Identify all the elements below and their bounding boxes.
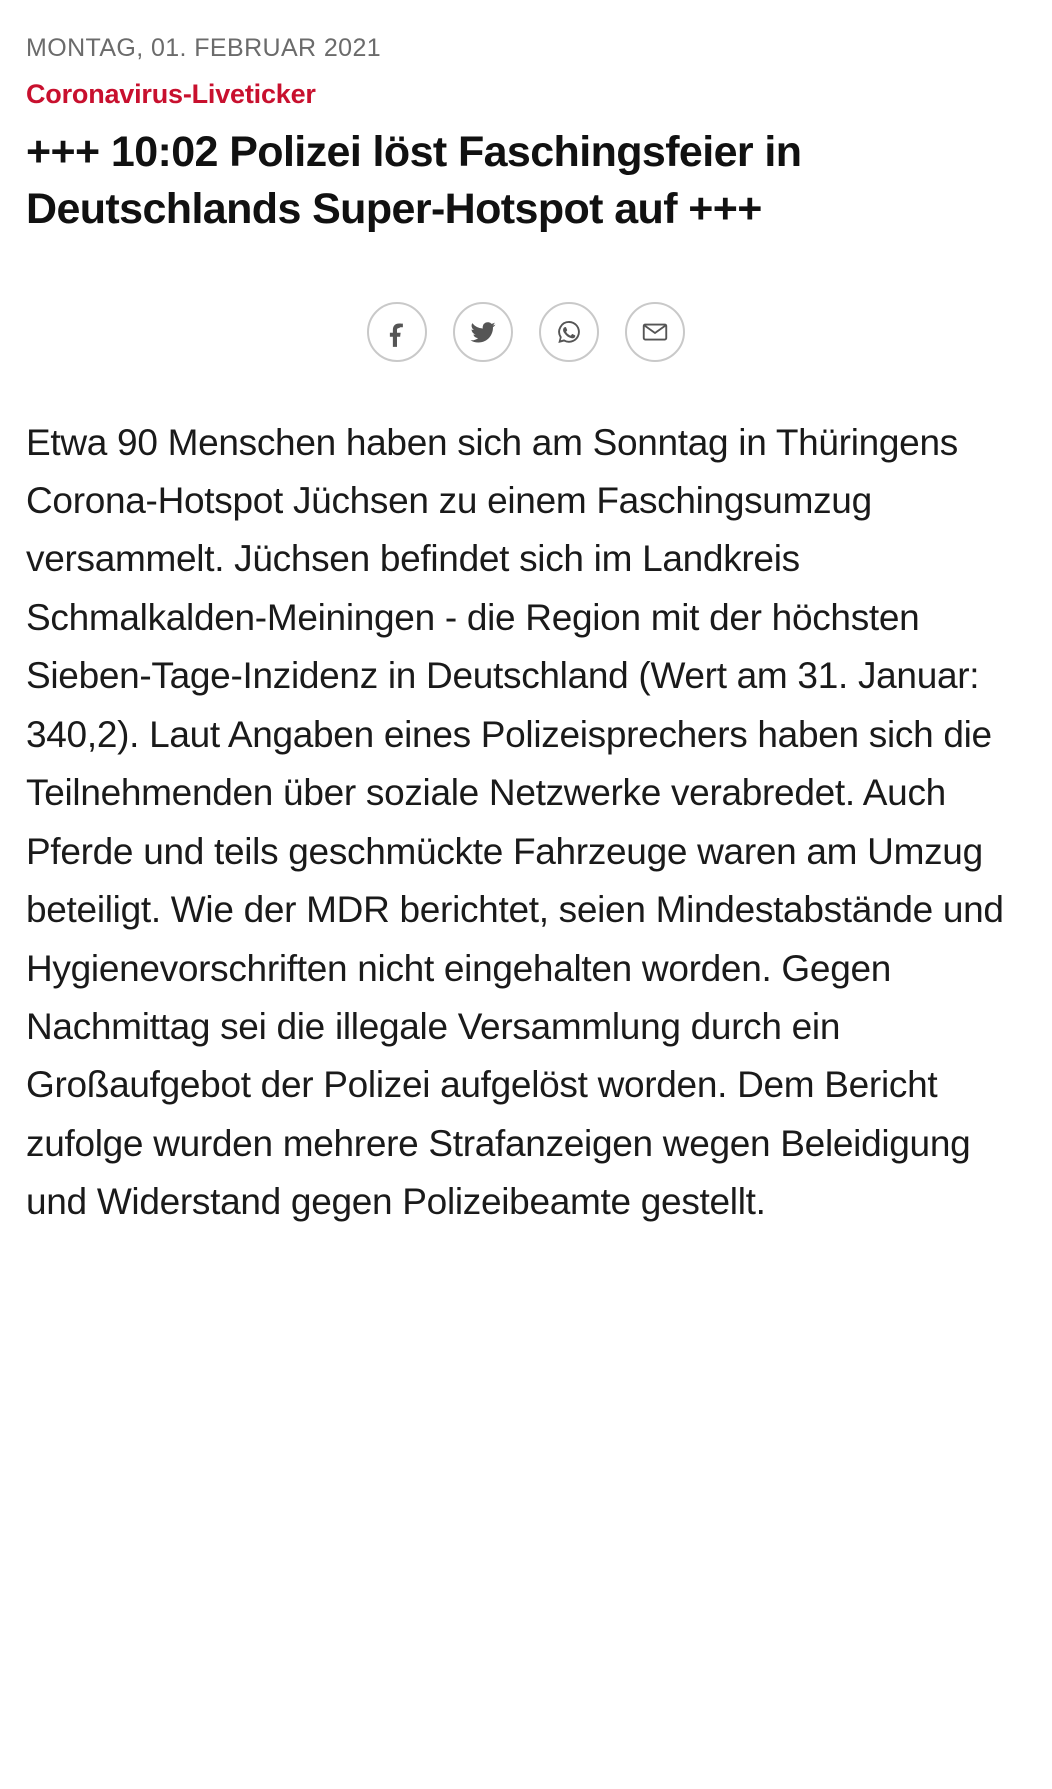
article-paragraph: Etwa 90 Menschen haben sich am Sonntag in Thüringens Corona-Hotspot Jüchsen zu einem Faschingsumzug versammelt. Jüchsen befindet sich im Landkreis Schmalkalden-Meiningen - die Region mit der höchsten Sieben-Tage-Inzidenz in Deutschland (Wert am 31. Januar: 340,2). Laut Angaben eines Polizeisprechers haben sich die Teilnehmenden über soziale Netzwerke verabredet. Auch Pferde und teils geschmückte Fahrzeuge waren am Umzug beteiligt. Wie der MDR berichtet, seien Mindestabstände und Hygienevorschriften nicht eingehalten worden. Gegen Nachmittag sei die illegale Versammlung durch ein Großaufgebot der Polizei aufgelöst worden. Dem Bericht zufolge wurden mehrere Strafanzeigen wegen Beleidigung und Widerstand gegen Polizeibeamte gestellt. (26, 421, 1004, 1223)
share-twitter-button[interactable] (453, 302, 513, 362)
facebook-icon (382, 317, 412, 347)
article-kicker[interactable]: Coronavirus-Liveticker (26, 79, 316, 109)
email-icon (640, 317, 670, 347)
article-date: MONTAG, 01. FEBRUAR 2021 (26, 34, 382, 62)
share-facebook-button[interactable] (367, 302, 427, 362)
share-whatsapp-button[interactable] (539, 302, 599, 362)
share-email-button[interactable] (625, 302, 685, 362)
share-bar (26, 302, 1026, 362)
article-body (26, 414, 1026, 1232)
twitter-icon (468, 317, 498, 347)
page-title: +++ 10:02 Polizei löst Faschingsfeier in Deutschlands Super-Hotspot auf +++ (26, 128, 802, 233)
whatsapp-icon (554, 317, 584, 347)
